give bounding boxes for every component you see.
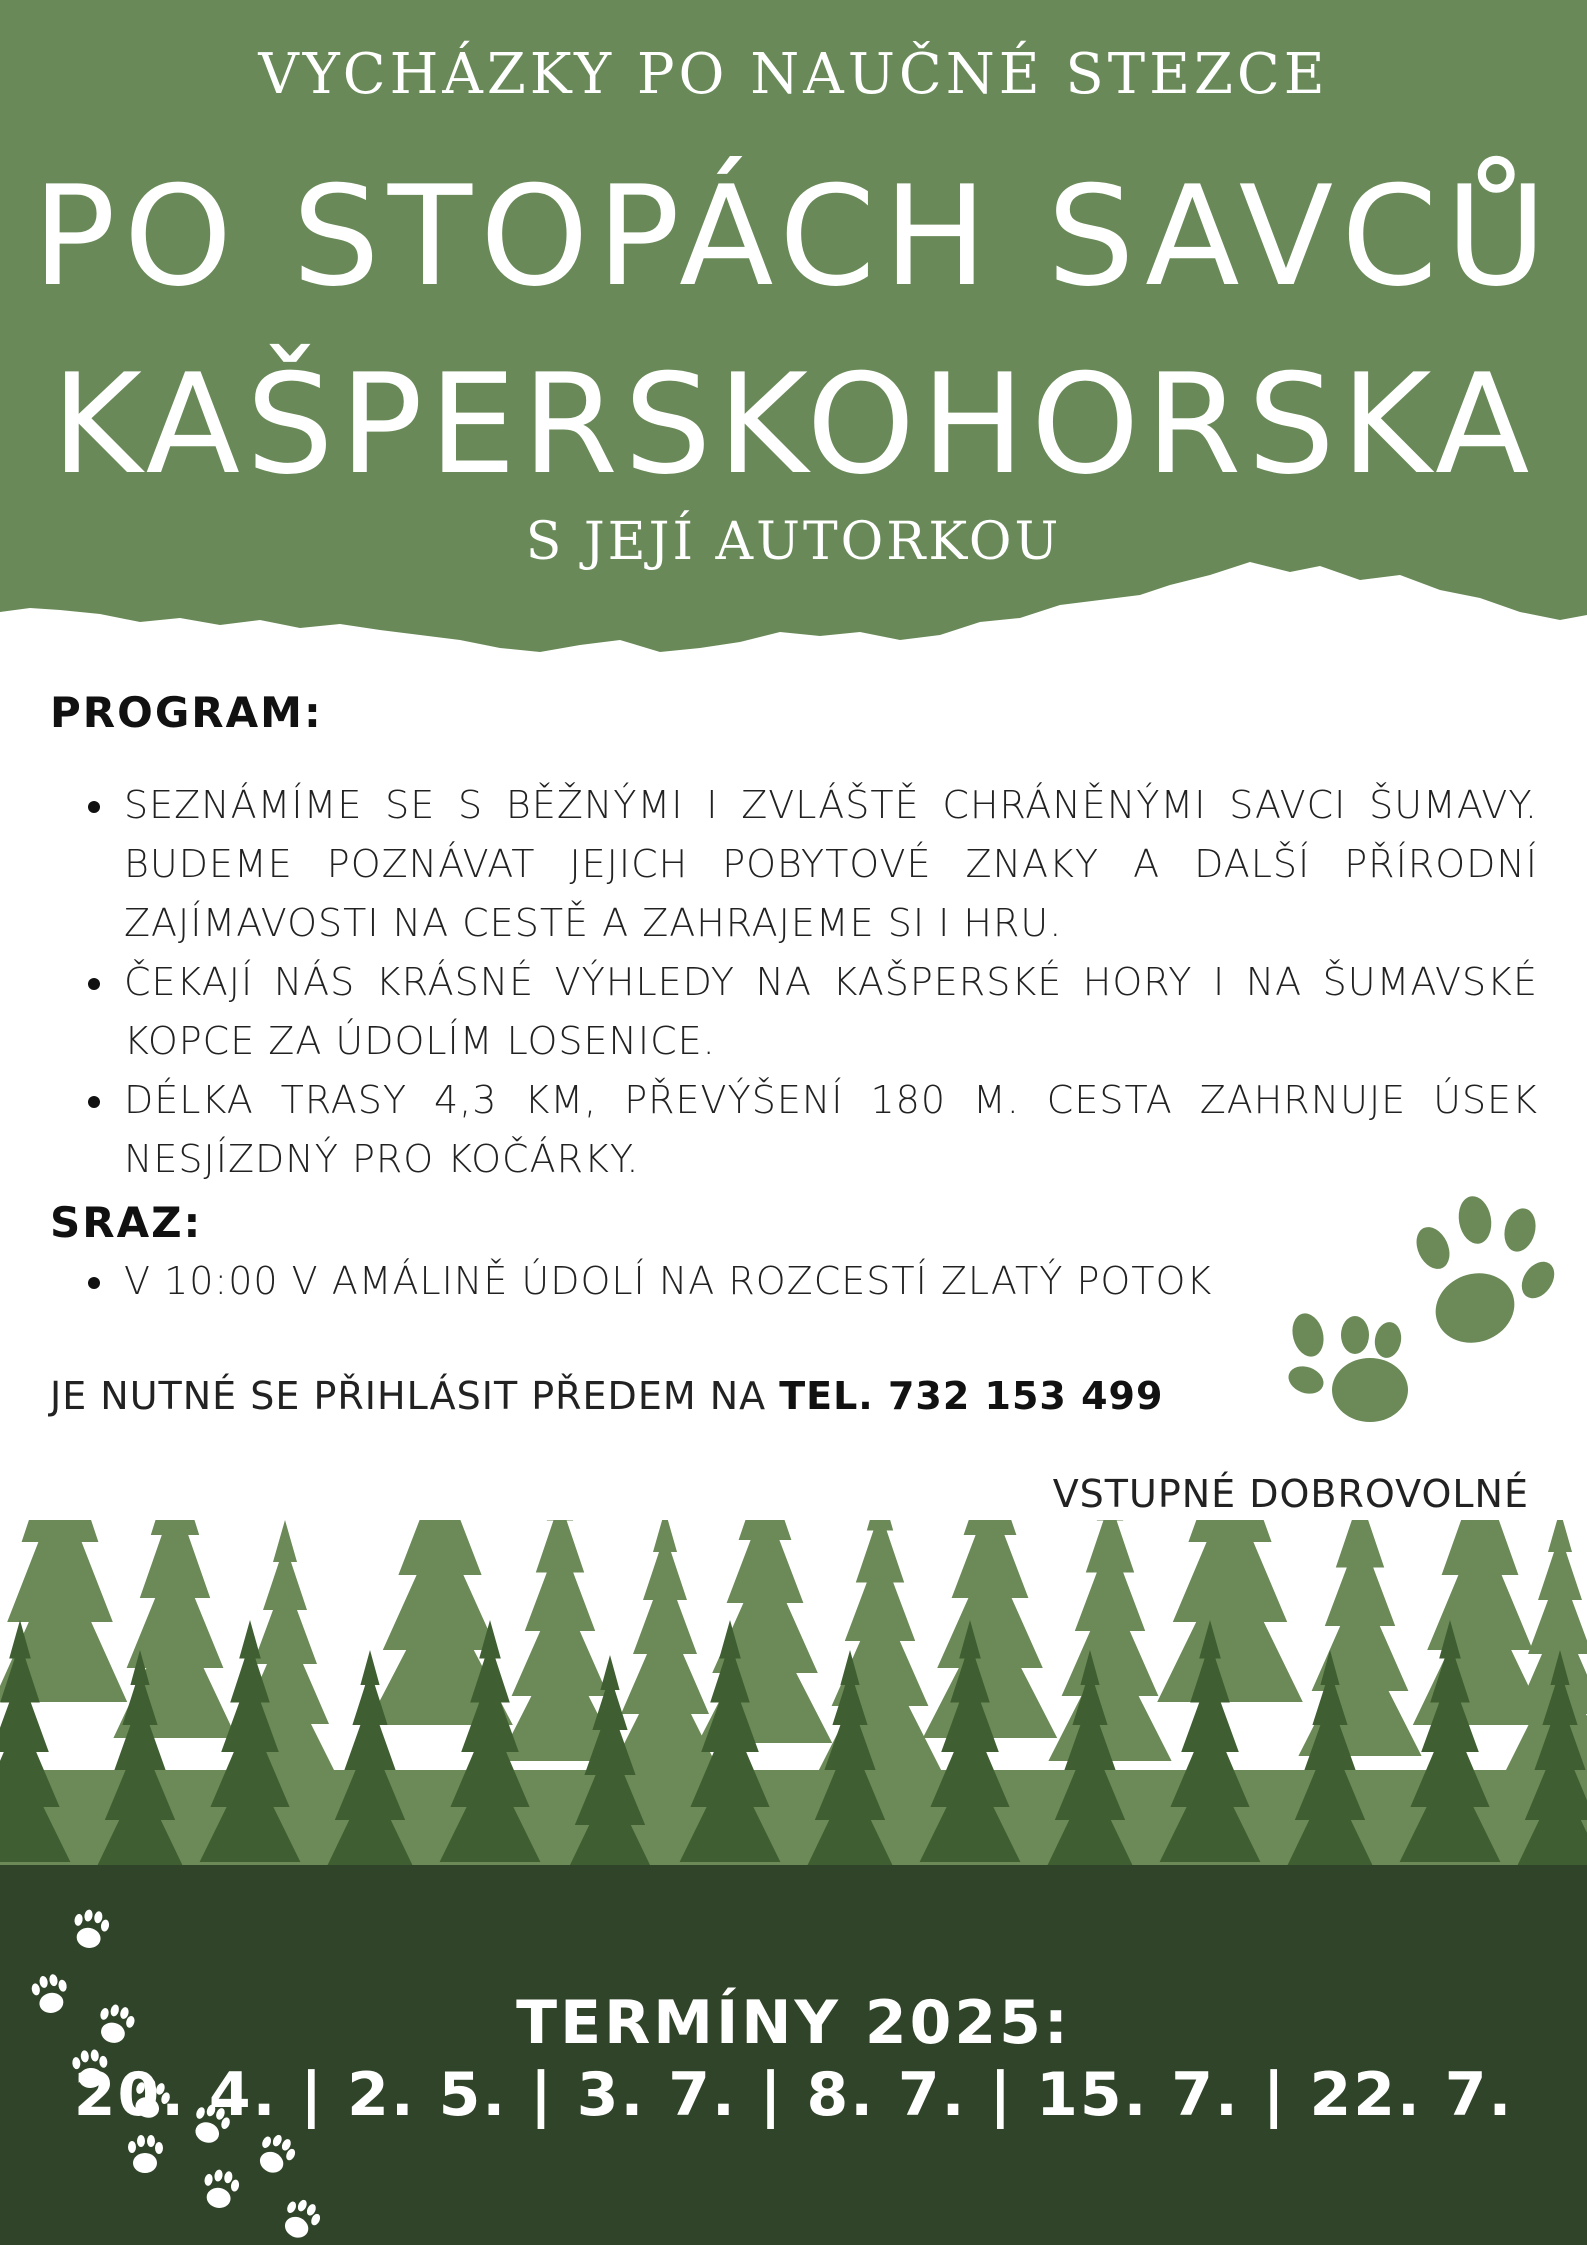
program-heading: PROGRAM: bbox=[50, 688, 323, 737]
title-line-1: PO STOPÁCH SAVCŮ bbox=[32, 156, 1555, 317]
program-item: SEZNÁMÍME SE S BĚŽNÝMI I ZVLÁŠTĚ CHRÁNĚNÝMI SAVCI ŠUMAVY. BUDEME POZNÁVAT JEJICH POBYTOVÉ ZNAKY A DALŠÍ PŘÍRODNÍ ZAJÍMAVOSTI NA CESTĚ A ZAHRAJEME SI I HRU. bbox=[78, 776, 1538, 953]
meeting-item: V 10:00 V AMÁLINĚ ÚDOLÍ NA ROZCESTÍ ZLATÝ POTOK bbox=[78, 1252, 1538, 1311]
author-line: S JEJÍ AUTORKOU bbox=[525, 512, 1062, 572]
title-line-2: KAŠPERSKOHORSKA bbox=[51, 344, 1536, 505]
phone-number: TEL. 732 153 499 bbox=[779, 1374, 1164, 1418]
dates-list: 20. 4. | 2. 5. | 3. 7. | 8. 7. | 15. 7. | 22. 7. bbox=[73, 2060, 1514, 2130]
program-item: DÉLKA TRASY 4,3 KM, PŘEVÝŠENÍ 180 M. CESTA ZAHRNUJE ÚSEK NESJÍZDNÝ PRO KOČÁRKY. bbox=[78, 1071, 1538, 1189]
dates-heading: TERMÍNY 2025: bbox=[516, 1988, 1071, 2058]
program-list bbox=[78, 776, 1538, 1189]
entry-fee: VSTUPNÉ DOBROVOLNÉ bbox=[1052, 1472, 1529, 1516]
registration-note bbox=[50, 1374, 1163, 1418]
paw-print-icon bbox=[1270, 1180, 1560, 1440]
meeting-heading: SRAZ: bbox=[50, 1198, 203, 1247]
program-item: ČEKAJÍ NÁS KRÁSNÉ VÝHLEDY NA KAŠPERSKÉ HORY I NA ŠUMAVSKÉ KOPCE ZA ÚDOLÍM LOSENICE. bbox=[78, 953, 1538, 1071]
registration-text: JE NUTNÉ SE PŘIHLÁSIT PŘEDEM NA bbox=[50, 1374, 780, 1418]
subtitle: VYCHÁZKY PO NAUČNÉ STEZCE bbox=[258, 42, 1329, 107]
